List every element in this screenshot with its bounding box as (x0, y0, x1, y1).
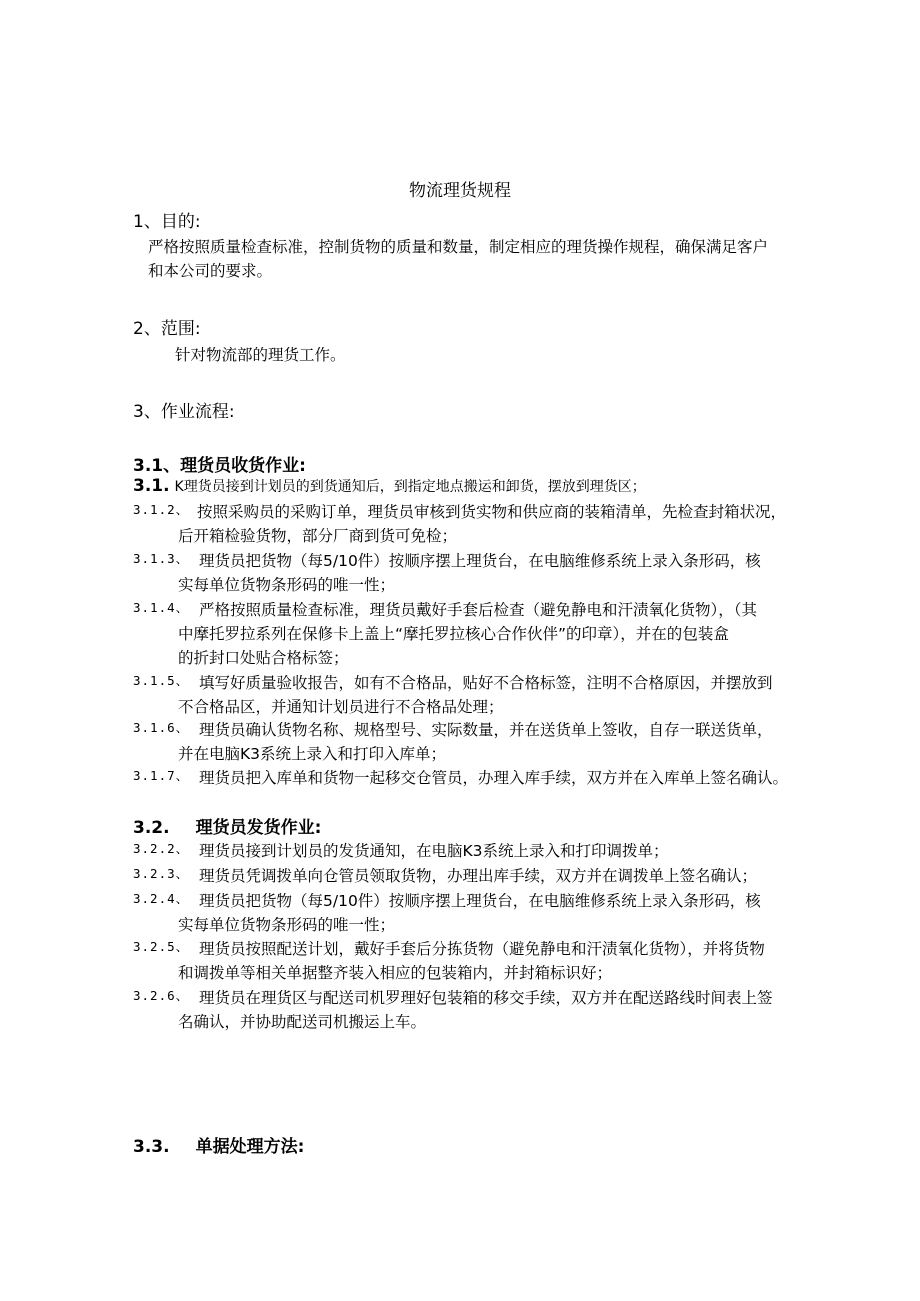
item-number: 3.2.4、 (133, 891, 190, 906)
heading-number: 3.2. (133, 818, 170, 838)
item-number: 3.1.7、 (133, 768, 190, 783)
item-text-line-1: 理货员把货物（每5/10件）按顺序摆上理货台，在电脑维修系统上录入条形码，核 (199, 552, 761, 570)
section-2-text: 针对物流部的理货工作。 (175, 346, 346, 364)
item-text-line-2: 名确认，并协助配送司机搬运上车。 (178, 1013, 427, 1031)
section-1-heading: 1、目的: (133, 212, 201, 232)
item-text-line-1: 按照采购员的采购订单，理货员审核到货实物和供应商的装箱清单，先检查封箱状况， (197, 503, 787, 521)
item-number: 3.1. (133, 476, 170, 496)
item-text-line-1: 理货员把入库单和货物一起移交仓管员，办理入库手续，双方并在入库单上签名确认。 (199, 769, 789, 787)
item-text-line-3: 的折封口处贴合格标签； (178, 649, 349, 667)
item-text-line-2: 实每单位货物条形码的唯一性； (178, 576, 396, 594)
item-number: 3.2.2、 (133, 841, 190, 856)
item-text-line-1: 理货员接到计划员的发货通知，在电脑K3系统上录入和打印调拨单； (199, 842, 669, 860)
item-text-line-2: 和调拨单等相关单据整齐装入相应的包装箱内，并封箱标识好； (178, 964, 613, 982)
item-number: 3.2.6、 (133, 988, 190, 1003)
item-text-line-1: 严格按照质量检查标准，理货员戴好手套后检查（避免静电和汗渍氧化货物），（其 (199, 601, 758, 619)
section-1-text-line-1: 严格按照质量检查标准，控制货物的质量和数量，制定相应的理货操作规程，确保满足客户 (148, 238, 769, 256)
item-text-line-1: 理货员把货物（每5/10件）按顺序摆上理货台，在电脑维修系统上录入条形码，核 (199, 892, 761, 910)
section-3-1-first-item (133, 476, 646, 496)
section-3-2-heading (133, 813, 321, 838)
item-text-line-2: 实每单位货物条形码的唯一性； (178, 916, 396, 934)
item-number: 3.2.3、 (133, 866, 190, 881)
section-1-text-line-2: 和本公司的要求。 (148, 262, 273, 280)
item-text-line-1: 理货员按照配送计划，戴好手套后分拣货物（避免静电和汗渍氧化货物），并将货物 (199, 940, 765, 958)
item-number: 3.1.5、 (133, 673, 190, 688)
item-text: K理货员接到计划员的到货通知后，到指定地点搬运和卸货，摆放到理货区； (174, 479, 646, 495)
document-title: 物流理货规程 (409, 181, 511, 201)
item-text-line-2: 并在电脑K3系统上录入和打印入库单； (178, 745, 447, 763)
item-text-line-1: 理货员在理货区与配送司机罗理好包装箱的移交手续，双方并在配送路线时间表上签 (199, 989, 773, 1007)
heading-number: 3.3. (133, 1137, 170, 1157)
item-number: 3.1.6、 (133, 720, 190, 735)
item-number: 3.1.4、 (133, 600, 190, 615)
item-text-line-1: 填写好质量验收报告，如有不合格品，贴好不合格标签，注明不合格原因，并摆放到 (199, 674, 773, 692)
heading-text: 单据处理方法: (195, 1137, 305, 1157)
item-number: 3.2.5、 (133, 939, 190, 954)
section-3-heading: 3、作业流程: (133, 402, 235, 422)
item-text-line-2: 不合格品区，并通知计划员进行不合格品处理； (178, 698, 504, 716)
section-2-heading: 2、范围: (133, 319, 201, 339)
section-3-1-heading: 3.1、理货员收货作业: (133, 456, 306, 476)
section-3-3-heading (133, 1132, 304, 1157)
item-text-line-2: 后开箱检验货物，部分厂商到货可免检； (178, 527, 458, 545)
item-text-line-1: 理货员确认货物名称、规格型号、实际数量，并在送货单上签收，自存一联送货单， (199, 721, 773, 739)
item-number: 3.1.3、 (133, 551, 190, 566)
item-number: 3.1.2、 (133, 502, 190, 517)
item-text-line-2: 中摩托罗拉系列在保修卡上盖上“摩托罗拉核心合作伙伴”的印章），并在的包装盒 (178, 625, 729, 643)
heading-text: 理货员发货作业: (195, 818, 322, 838)
item-text-line-1: 理货员凭调拨单向仓管员领取货物，办理出库手续，双方并在调拨单上签名确认； (199, 867, 758, 885)
